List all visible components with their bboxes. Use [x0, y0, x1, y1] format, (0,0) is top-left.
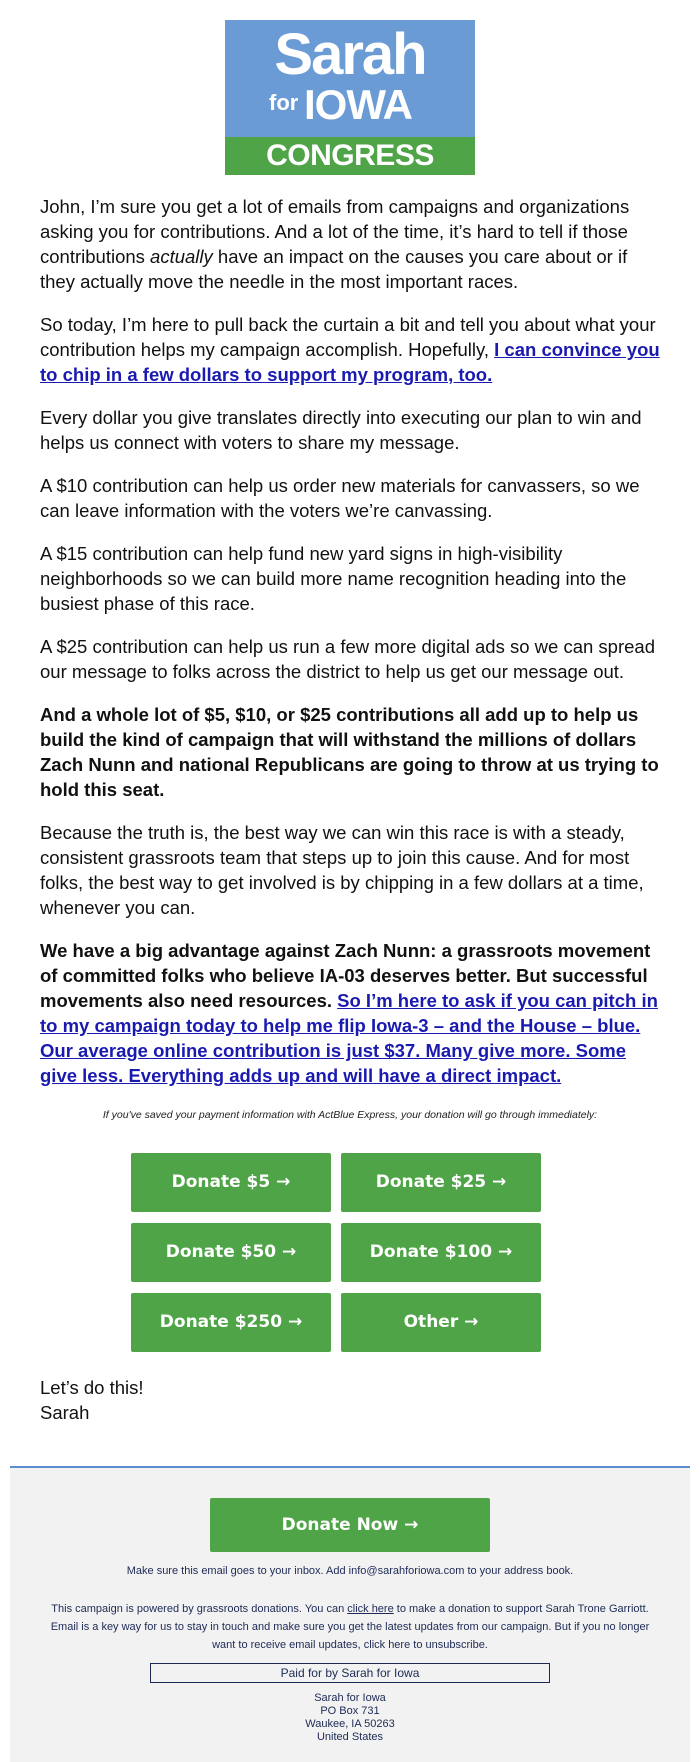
paragraph-add-up: And a whole lot of $5, $10, or $25 contributions all add up to help us build the kind of campaign that will withstand the millions of dollars Zach Nunn and national Republicans are going to throw at us trying to hold this seat. — [40, 704, 659, 800]
actblue-express-note: If you've saved your payment information with ActBlue Express, your donation will go through immediately: — [102, 1109, 598, 1121]
paragraph-every-dollar: Every dollar you give translates directly into executing our plan to win and helps us connect with voters to share my message. — [40, 407, 642, 453]
address-line: PO Box 731 — [320, 1705, 380, 1717]
signoff — [40, 1375, 144, 1425]
paid-for-disclaimer: Paid for by Sarah for Iowa — [150, 1663, 550, 1683]
paragraph-advantage: We have a big advantage against Zach Nunn: a grassroots movement of committed folks who believe IA-03 deserves better. But successful movements also need resources. So I’m here to ask if you can pitch in to my campaign today to help me flip Iowa-3 – and the House – blue. Our average online contribution is just $37. Many give more. Some give less. Everything adds up and will have a direct impact. — [40, 940, 658, 1086]
address-book-note: Make sure this email goes to your inbox. Add info@sarahforiowa.com to your address book. — [126, 1565, 574, 1577]
paragraph-intro: John, I’m sure you get a lot of emails from campaigns and organizations asking you for contributions. And a lot of the time, it’s hard to tell if those contributions actually have an impact on the causes you care about or if they actually move the needle in the most important races. — [40, 196, 630, 292]
signoff-line: Let’s do this! — [40, 1377, 144, 1398]
donate-25-button[interactable]: Donate $25 → — [341, 1153, 541, 1212]
donate-link-pitch-in[interactable]: So I’m here to ask if you can pitch in to my campaign today to help me flip Iowa-3 – and the House – blue. Our average online contribution is just $37. Many give more. Some give less. Everything adds up and will have a direct impact. — [40, 990, 658, 1086]
paragraph-curtain: So today, I’m here to pull back the curtain a bit and tell you about what your contribution helps my campaign accomplish. Hopefully, I can convince you to chip in a few dollars to support my program, too. — [40, 314, 660, 385]
donate-now-button[interactable]: Donate Now → — [210, 1498, 490, 1552]
email-body — [40, 194, 662, 1106]
powered-by-note: This campaign is powered by grassroots donations. You can click here to make a donation to support Sarah Trone Garriott. Email is a key way for us to stay in touch and make sure you get the latest updates from our campaign. But if you no longer want to receive email updates, click here to unsubscribe. — [50, 1603, 650, 1651]
paragraph-10-dollars: A $10 contribution can help us order new materials for canvassers, so we can leave information with the voters we’re canvassing. — [40, 475, 640, 521]
donate-link-convince[interactable]: I can convince you to chip in a few dollars to support my program, too. — [40, 339, 660, 385]
donate-5-button[interactable]: Donate $5 → — [131, 1153, 331, 1212]
logo-blue-panel — [225, 20, 475, 137]
address-line: United States — [316, 1731, 384, 1743]
click-here-link[interactable]: click here — [347, 1603, 394, 1615]
logo-office: CONGRESS — [225, 137, 475, 175]
signature-name: Sarah — [40, 1402, 90, 1423]
paragraph-25-dollars: A $25 contribution can help us run a few more digital ads so we can spread our message to folks across the district to help us get our message out. — [40, 636, 655, 682]
donate-50-button[interactable]: Donate $50 → — [131, 1223, 331, 1282]
emphasis-actually: actually — [150, 246, 213, 267]
donate-250-button[interactable]: Donate $250 → — [131, 1293, 331, 1352]
donate-other-button[interactable]: Other → — [341, 1293, 541, 1352]
paragraph-15-dollars: A $15 contribution can help fund new yard signs in high-visibility neighborhoods so we can build more name recognition heading into the busiest phase of this race. — [40, 543, 627, 614]
mailing-address — [0, 1692, 700, 1744]
logo-state: IOWA — [304, 81, 412, 128]
logo-name: Sarah — [274, 22, 426, 87]
donate-100-button[interactable]: Donate $100 → — [341, 1223, 541, 1282]
paragraph-truth: Because the truth is, the best way we can win this race is with a steady, consistent grassroots team that steps up to join this cause. And for most folks, the best way to get involved is by chipping in a few dollars at a time, whenever you can. — [40, 822, 644, 918]
logo-for: for — [269, 90, 299, 115]
campaign-logo — [225, 20, 475, 175]
address-line: Sarah for Iowa — [314, 1692, 386, 1704]
address-line: Waukee, IA 50263 — [305, 1718, 395, 1730]
